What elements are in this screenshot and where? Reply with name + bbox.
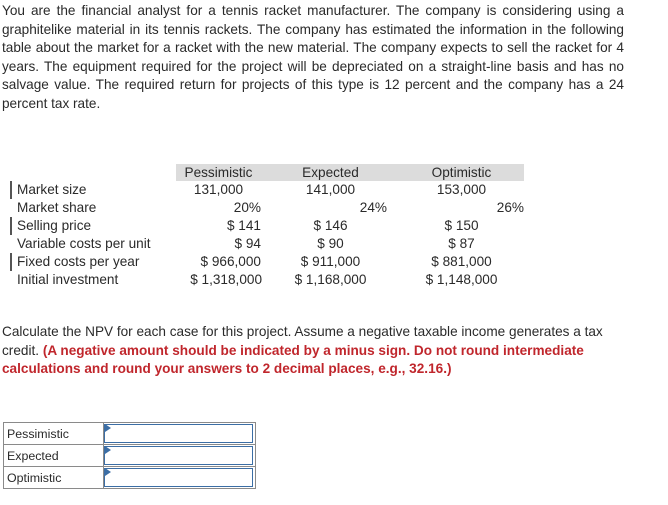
row-label: Fixed costs per year [11,253,176,271]
answer-row [4,423,256,445]
input-flag-icon [105,468,111,476]
answer-table [3,422,256,489]
answer-row [4,445,256,467]
input-flag-icon [105,446,111,454]
answer-row [4,467,256,489]
cell-value: $ 966,000 [200,254,261,269]
header-expected: Expected [262,164,399,181]
row-label: Market share [17,200,97,215]
cell-value: $ 911,000 [300,254,361,269]
cell-value: 141,000 [305,182,356,197]
cell-value: $ 94 [234,236,261,251]
cell-value: $ 87 [448,236,475,251]
expected-npv-input[interactable] [104,446,253,465]
row-label: Market size [11,181,176,199]
cell-value: $ 150 [444,218,479,233]
question-instruction: (A negative amount should be indicated by a minus sign. Do not round intermediate calculations and round your answers to 2 decimal places, e.g., 32.16.) [2,342,584,377]
row-label: Selling price [11,217,176,235]
question-prompt: Calculate the NPV for each case for this project. Assume a negative taxable income generates a tax credit. [2,324,603,358]
cell-value: $ 90 [317,236,344,251]
table-row [11,271,524,289]
cell-value: $ 1,168,000 [294,272,367,287]
answer-label: Pessimistic [4,423,104,445]
cell-value: $ 881,000 [431,254,492,269]
cell-value: $ 1,148,000 [425,272,498,287]
cell-value: $ 141 [226,218,261,233]
header-optimistic: Optimistic [399,164,524,181]
cell-value: $ 1,318,000 [190,272,262,287]
optimistic-npv-input[interactable] [104,468,253,487]
answer-label: Optimistic [4,467,104,489]
cell-value: 153,000 [436,182,487,197]
answer-label: Expected [4,445,104,467]
problem-intro: You are the financial analyst for a tennis racket manufacturer. The company is considering using a graphitelike material in its tennis rackets. The company has estimated the information in the following table about the market for a racket with the new material. The company expects to sell the racket for 4 years. The equipment required for the project will be depreciated on a straight-line basis and has no salvage value. The required return for projects of this type is 12 percent and the company has a 24 percent tax rate. [2,3,624,111]
input-flag-icon [105,424,111,432]
table-row [11,235,524,253]
pessimistic-npv-input[interactable] [104,424,253,443]
table-header-row [11,164,524,181]
cell-value: 131,000 [193,182,244,197]
row-label: Initial investment [17,272,119,287]
row-label: Variable costs per unit [17,236,151,251]
table-row [11,181,524,199]
table-row [11,253,524,271]
question-text [2,323,642,379]
cell-value: 20% [233,200,261,215]
table-row [11,199,524,217]
scenario-table [10,164,525,289]
cell-value: 24% [359,200,387,215]
cell-value: 26% [496,200,524,215]
cell-value: $ 146 [313,218,348,233]
table-row [11,217,524,235]
header-pessimistic: Pessimistic [176,164,262,181]
